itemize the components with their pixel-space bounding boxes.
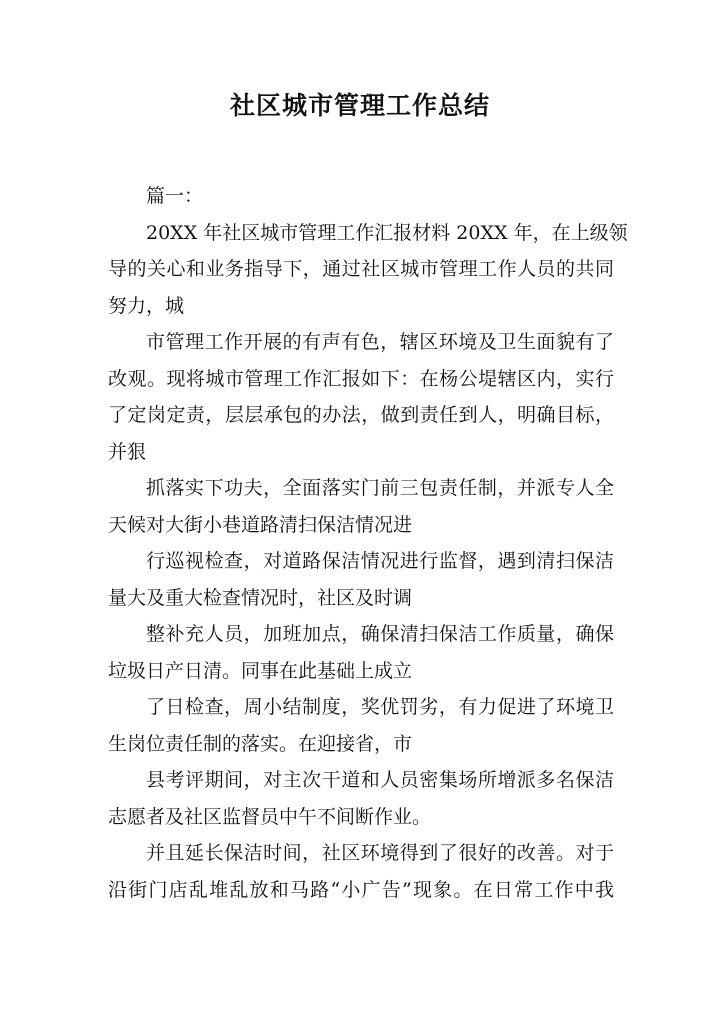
text-line: 抓落实下功夫，全面落实门前三包责任制，并派专人全 xyxy=(146,477,614,499)
text-line: 努力，城 xyxy=(108,294,185,317)
document-body xyxy=(108,178,628,908)
text-line: 了日检查，周小结制度，奖优罚劣，有力促进了环境卫 xyxy=(146,696,614,718)
text-line: 并狠 xyxy=(108,440,147,463)
text-line: 整补充人员，加班加点，确保清扫保洁工作质量，确保 xyxy=(146,623,614,645)
text-line: 量大及重大检查情况时，社区及时调 xyxy=(108,586,413,609)
text-line: 行巡视检查，对道路保洁情况进行监督，遇到清扫保洁 xyxy=(146,550,614,572)
text-line: 县考评期间，对主次干道和人员密集场所增派多名保洁 xyxy=(146,769,614,791)
text-line: 生岗位责任制的落实。在迎接省，市 xyxy=(108,732,413,755)
text-line: 天候对大街小巷道路清扫保洁情况进 xyxy=(108,513,413,536)
section-heading: 篇一： xyxy=(146,185,204,207)
text-line: 导的关心和业务指导下，通过社区城市管理工作人员的共同 xyxy=(108,258,614,280)
text-line: 垃圾日产日清。同事在此基础上成立 xyxy=(108,659,413,682)
document-title: 社区城市管理工作总结 xyxy=(229,91,490,120)
text-line: 改观。现将城市管理工作汇报如下：在杨公堤辖区内，实行 xyxy=(108,367,614,390)
text-line: 20XX 年社区城市管理工作汇报材料 20XX 年，在上级领 xyxy=(146,221,628,244)
text-line: 市管理工作开展的有声有色，辖区环境及卫生面貌有了 xyxy=(146,331,614,353)
text-line: 沿街门店乱堆乱放和马路“小广告”现象。在日常工作中我 xyxy=(108,878,614,901)
text-line: 了定岗定责，层层承包的办法，做到责任到人，明确目标， xyxy=(108,404,614,426)
text-line: 志愿者及社区监督员中午不间断作业。 xyxy=(108,805,432,828)
text-line: 并且延长保洁时间，社区环境得到了很好的改善。对于 xyxy=(146,842,614,864)
